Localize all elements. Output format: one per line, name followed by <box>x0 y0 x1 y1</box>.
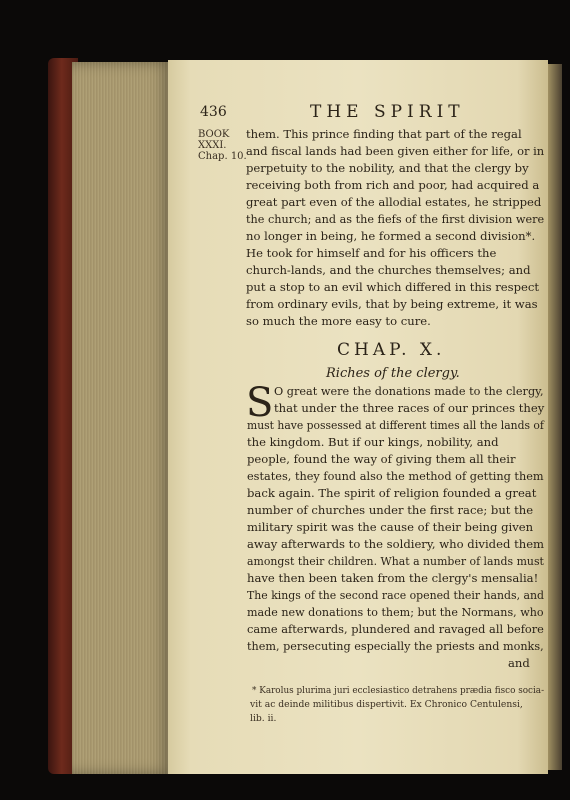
marginal-note-book: BOOK <box>198 129 230 140</box>
text-line: made new donations to them; but the Normans, who <box>247 605 544 619</box>
text-line: away afterwards to the soldiery, who divided them <box>247 537 545 551</box>
text-line: people, found the way of giving them all their <box>247 452 516 466</box>
text-line: The kings of the second race opened their hands, and <box>247 588 545 602</box>
text-line: perpetuity to the nobility, and that the clergy by <box>246 161 529 175</box>
page-number: 436 <box>200 104 227 120</box>
text-line: that under the three races of our princes they <box>274 401 545 415</box>
text-line: amongst their children. What a number of lands must <box>247 554 544 568</box>
text-line: receiving both from rich and poor, had acquired a <box>246 178 540 192</box>
footnote-line: * Karolus plurima juri ecclesiastico detrahens prædia fisco socia- <box>252 685 545 696</box>
text-line: have then been taken from the clergy's mensalia! <box>247 571 539 585</box>
text-line: so much the more easy to cure. <box>246 314 431 328</box>
text-line: back again. The spirit of religion founded a great <box>247 486 537 500</box>
marginal-note-chapter: Chap. 10. <box>198 151 247 162</box>
drop-cap: S <box>246 380 274 426</box>
catchword: and <box>508 656 530 670</box>
text-line: number of churches under the first race; but the <box>247 503 534 517</box>
text-line: the kingdom. But if our kings, nobility, and <box>247 435 499 449</box>
text-line: military spirit was the cause of their being given <box>247 520 534 534</box>
footnote-line: vit ac deinde militibus dispertivit. Ex Chronico Centulensi, <box>250 699 523 710</box>
text-line: the church; and as the fiefs of the first division were <box>246 212 545 226</box>
footnote-line: lib. ii. <box>250 713 277 724</box>
chapter-subtitle: Riches of the clergy. <box>326 366 460 381</box>
text-line: them. This prince finding that part of the regal <box>246 127 522 141</box>
right-page-edge <box>548 64 562 770</box>
text-line: estates, they found also the method of getting them <box>247 469 544 483</box>
text-line: them, persecuting especially the priests and monks, <box>247 639 544 653</box>
text-line: and fiscal lands had been given either for life, or in <box>246 144 545 158</box>
running-head: THE SPIRIT <box>310 102 465 122</box>
text-line: He took for himself and for his officers the <box>246 246 497 260</box>
text-line: put a stop to an evil which differed in this respect <box>246 280 540 294</box>
page-edges <box>72 62 172 774</box>
marginal-note-number: XXXI. <box>198 140 227 151</box>
text-line: no longer in being, he formed a second division*. <box>246 229 536 243</box>
text-line: came afterwards, plundered and ravaged all before <box>247 622 544 636</box>
text-line: church-lands, and the churches themselves; and <box>246 263 531 277</box>
text-line: from ordinary evils, that by being extreme, it was <box>246 297 538 311</box>
text-line: must have possessed at different times all the lands of <box>247 418 544 432</box>
text-line: great part even of the allodial estates, he stripped <box>246 195 542 209</box>
chapter-heading: CHAP. X. <box>337 340 446 360</box>
text-line: O great were the donations made to the clergy, <box>274 384 544 398</box>
